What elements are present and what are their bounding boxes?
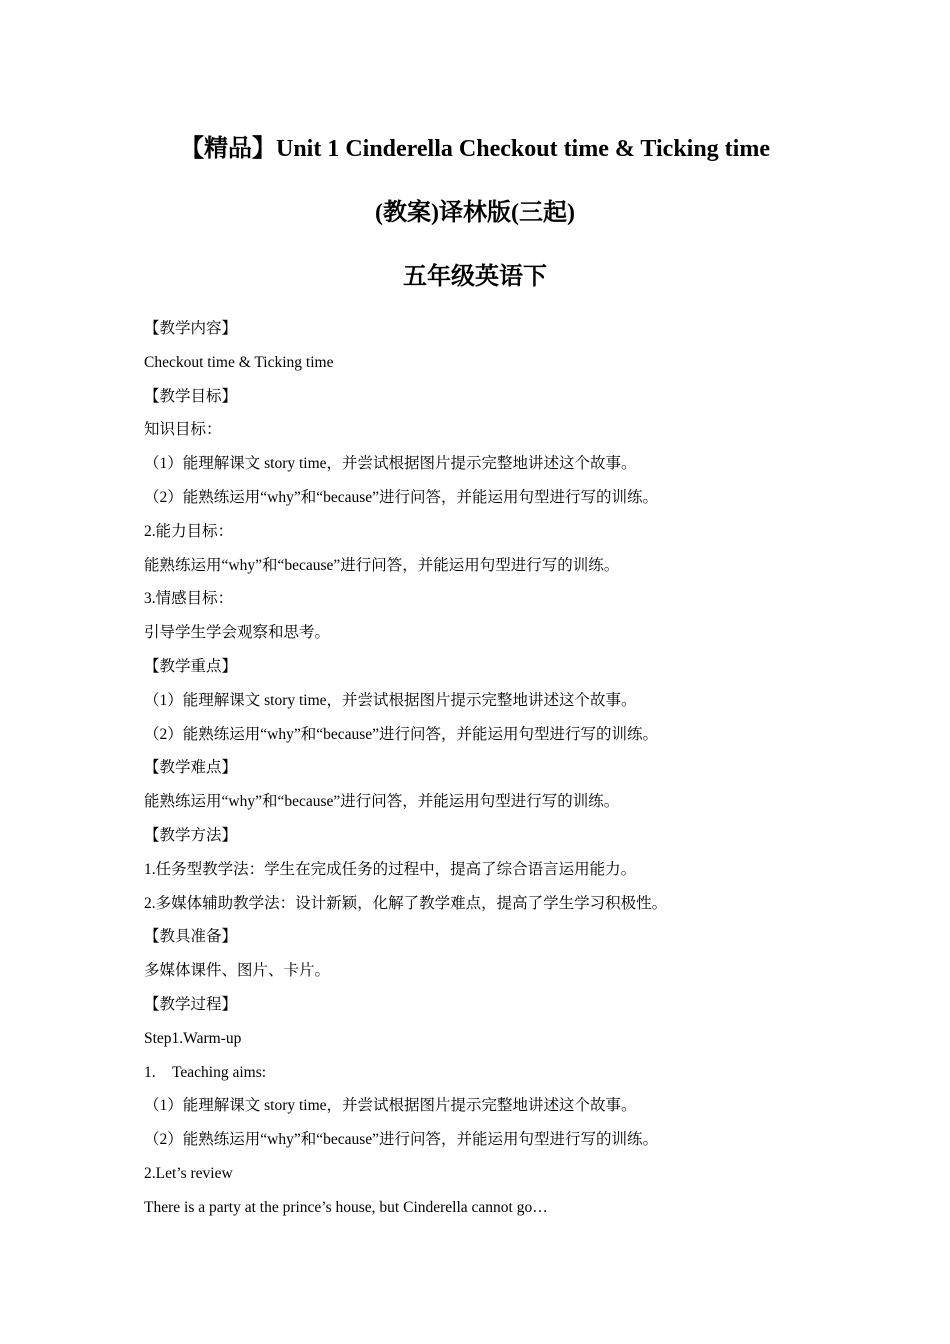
paragraph: 多媒体课件、图片、卡片。 <box>144 962 331 980</box>
document-title-line-3: 五年级英语下 <box>403 264 547 290</box>
paragraph: （2）能熟练运用“why”和“because”进行问答，并能运用句型进行写的训练。 <box>144 725 659 743</box>
numbered-list-item <box>144 1056 844 1090</box>
paragraph: 1.任务型教学法：学生在完成任务的过程中，提高了综合语言运用能力。 <box>144 860 637 878</box>
section-heading-difficulties: 【教学难点】 <box>144 759 238 777</box>
section-heading-process: 【教学过程】 <box>144 995 238 1013</box>
paragraph: 2.多媒体辅助教学法：设计新颖，化解了教学难点，提高了学生学习积极性。 <box>144 894 668 912</box>
document-title-line-1: 【精品】Unit 1 Cinderella Checkout time & Ticking time <box>180 136 770 162</box>
paragraph: Checkout time & Ticking time <box>144 353 334 371</box>
paragraph: （1）能理解课文 story time，并尝试根据图片提示完整地讲述这个故事。 <box>144 691 637 709</box>
section-heading-content: 【教学内容】 <box>144 320 238 337</box>
paragraph: 引导学生学会观察和思考。 <box>144 624 331 642</box>
paragraph: （2）能熟练运用“why”和“because”进行问答，并能运用句型进行写的训练。 <box>144 1131 659 1149</box>
section-heading-objectives: 【教学目标】 <box>144 387 238 405</box>
list-item-number: 1. <box>144 1063 156 1081</box>
document-body <box>144 312 844 1225</box>
section-heading-materials: 【教具准备】 <box>144 928 238 946</box>
section-heading-key-points: 【教学重点】 <box>144 657 238 675</box>
paragraph: （1）能理解课文 story time，并尝试根据图片提示完整地讲述这个故事。 <box>144 455 637 473</box>
paragraph: 能熟练运用“why”和“because”进行问答，并能运用句型进行写的训练。 <box>144 556 620 574</box>
paragraph: There is a party at the prince’s house, but Cinderella cannot go… <box>144 1198 548 1216</box>
paragraph: 2.Let’s review <box>144 1164 233 1182</box>
section-heading-methods: 【教学方法】 <box>144 826 238 844</box>
paragraph: 能熟练运用“why”和“because”进行问答，并能运用句型进行写的训练。 <box>144 793 620 811</box>
paragraph: 3.情感目标： <box>144 590 234 608</box>
list-item-text: Teaching aims: <box>172 1063 267 1081</box>
paragraph: Step1.Warm-up <box>144 1029 242 1047</box>
paragraph: （2）能熟练运用“why”和“because”进行问答，并能运用句型进行写的训练。 <box>144 488 659 506</box>
paragraph: 2.能力目标： <box>144 522 234 540</box>
document-title-line-2: (教案)译林版(三起) <box>375 200 575 226</box>
paragraph: 知识目标： <box>144 421 222 439</box>
paragraph: （1）能理解课文 story time，并尝试根据图片提示完整地讲述这个故事。 <box>144 1097 637 1115</box>
